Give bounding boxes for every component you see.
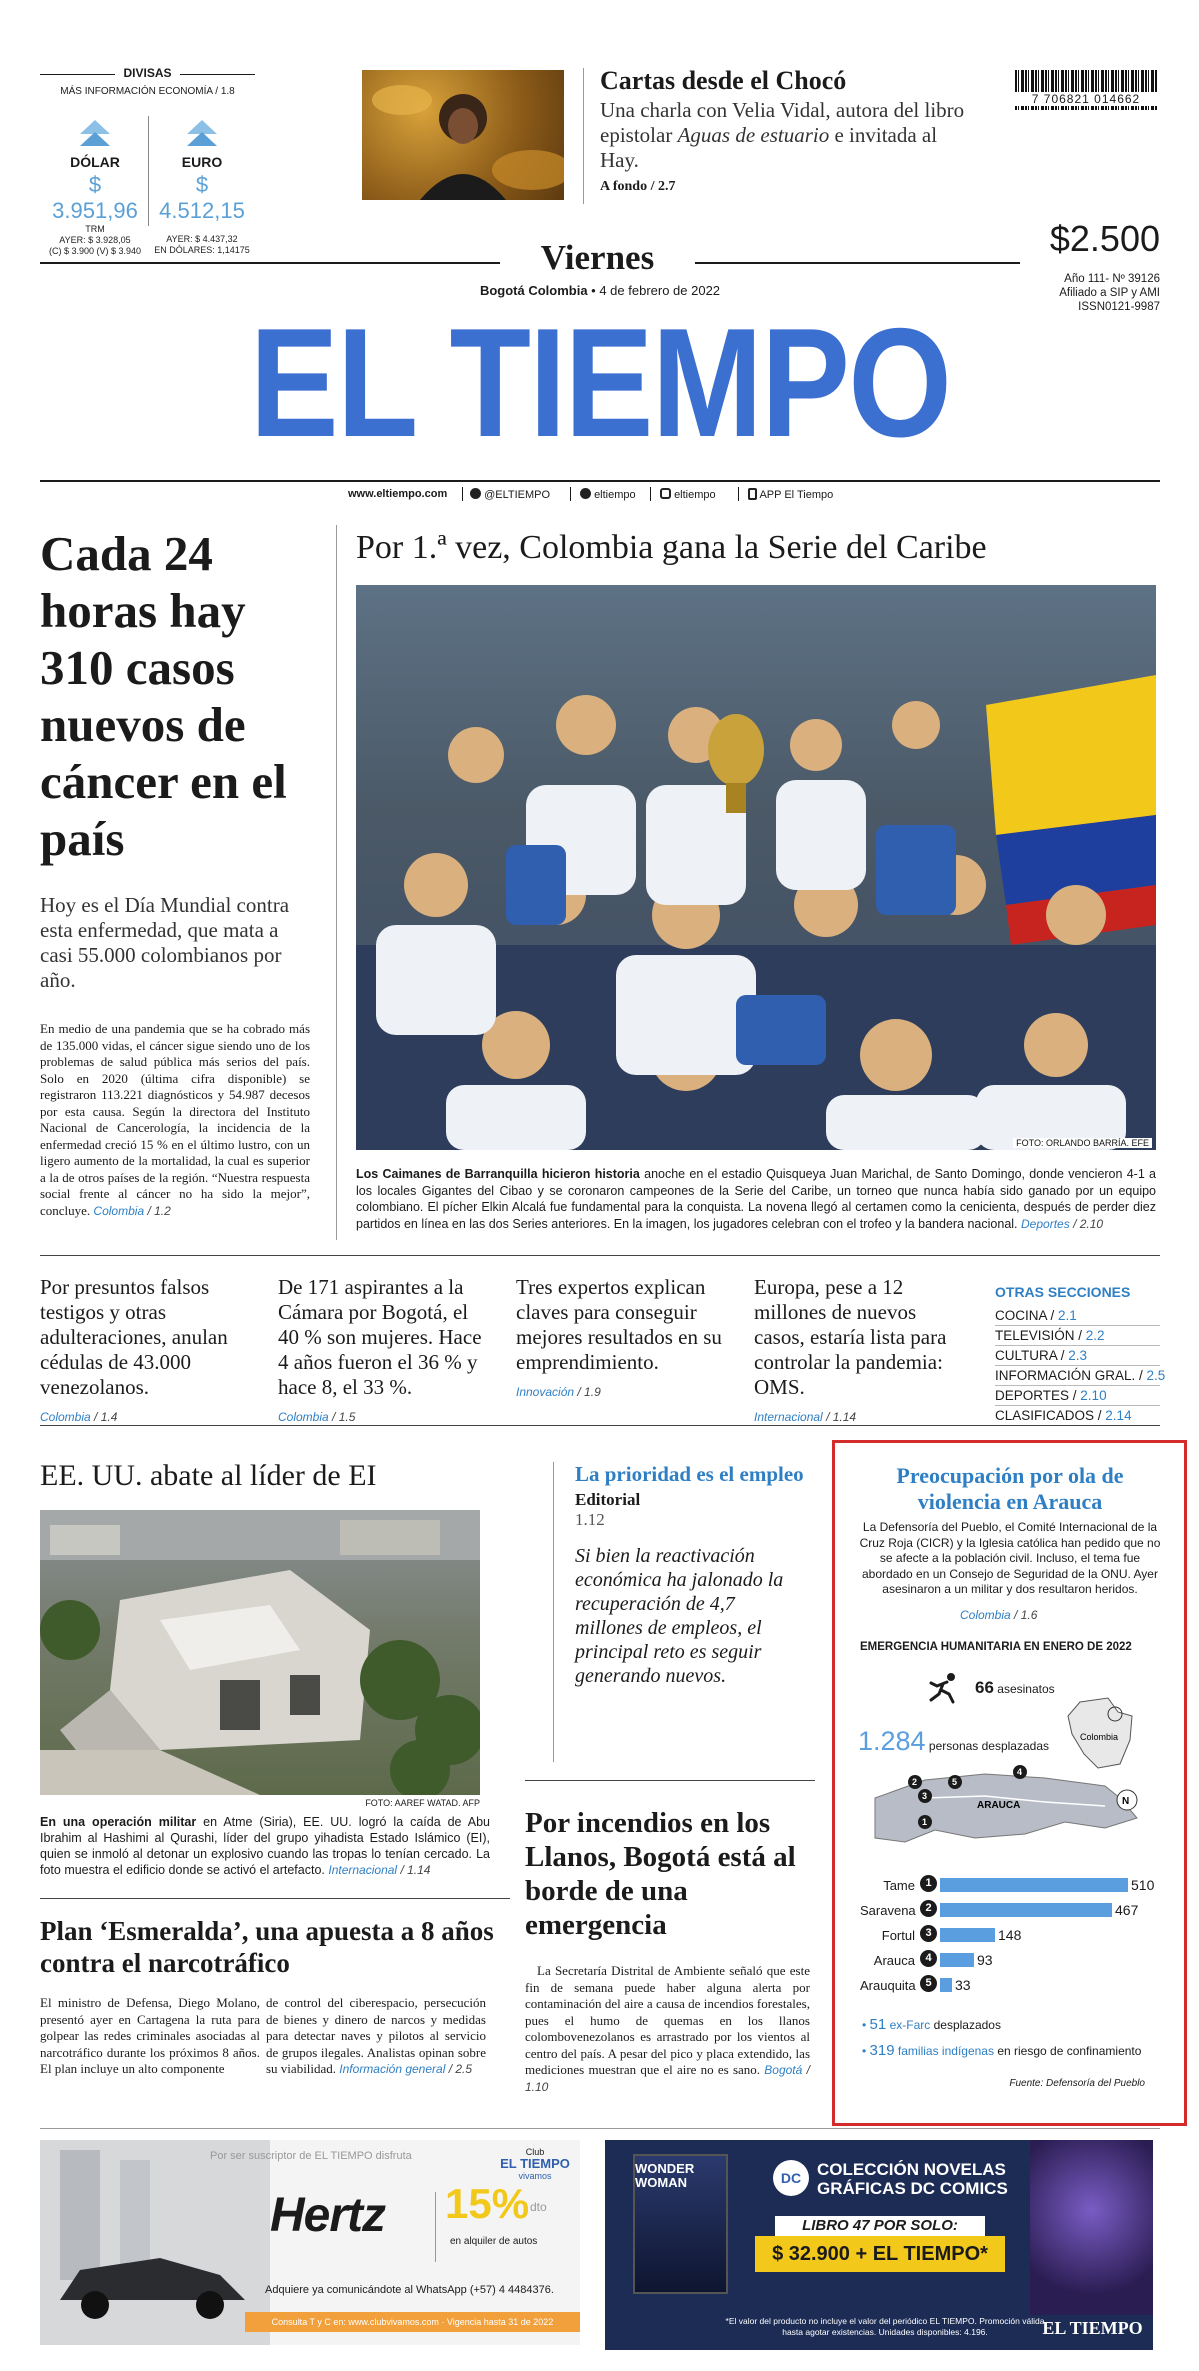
social-instagram-label: eltiempo [674,489,716,501]
euro-label: EURO [181,154,223,170]
farc-line [862,2016,1001,2033]
bar-marker: 4 [920,1950,937,1967]
brief-2-text[interactable]: De 171 aspirantes a la Cámara por Bogotá, el 40 % son mujeres. Hace 4 años fueron el 36 % y hace 8, el 33 %. [278,1275,482,1399]
esmeralda-col2-text: de control del ciberespacio, persecución de bienes y dinero de narcos y medidas para detectar naves y pilotos al servicio de grupos ilegales. Analistas opinan sobre su viabilidad. [266,1995,486,2076]
fx-divider [148,116,149,226]
hertz-divider [435,2192,436,2262]
map-marker-2: 2 [912,1777,918,1787]
incendios-ref-page: / 1.10 [525,2063,810,2094]
hertz-contact: Adquiere ya comunicándote al WhatsApp (+57) 4 4484376. [265,2284,554,2296]
bar-marker: 3 [920,1925,937,1942]
bar-value: 148 [998,1927,1022,1943]
hertz-desc: en alquiler de autos [450,2236,538,2247]
euro-value: $ 4.512,15 [159,172,245,223]
bar-value: 467 [1115,1902,1139,1918]
cancer-headline[interactable]: Cada 24 horas hay 310 casos nuevos de cáncer en el país [40,526,287,866]
social-divider [570,487,571,501]
farc-num: 51 [869,2016,887,2033]
arrow-up-icon [80,120,110,148]
ei-caption-bold: En una operación militar [40,1815,197,1829]
hertz-top-text: Por ser suscriptor de EL TIEMPO disfruta [210,2150,412,2162]
hertz-pct: 15% [445,2180,530,2227]
bar-label: Arauca [873,1953,915,1968]
car-illustration [40,2140,270,2345]
caribe-caption-bold: Los Caimanes de Barranquilla hicieron historia [356,1167,640,1181]
teaser-text [600,98,970,173]
social-web[interactable]: www.eltiempo.com [348,488,448,500]
dc-offer-1: LIBRO 47 POR SOLO: [775,2216,985,2236]
map-marker-4: 4 [1017,1767,1023,1777]
bar-row-arauca [860,1951,1160,1971]
ei-photo[interactable] [40,1510,480,1795]
brief-3-section: Innovación [516,1385,575,1399]
bar-row-tame [860,1876,1160,1896]
caribe-photo-credit: FOTO: ORLANDO BARRÍA. EFE [1013,1138,1152,1148]
team-celebration-illustration [356,585,1156,1150]
inset-label: Colombia [1080,1732,1119,1742]
masthead-price: $2.500 [1049,218,1160,259]
brief-1-text[interactable]: Por presuntos falsos testigos y otras adulteraciones, anulan cédulas de 43.000 venezolanos. [40,1275,228,1399]
teaser-photo[interactable] [362,70,564,200]
section-page: 2.1 [1058,1308,1077,1323]
familias-line [862,2042,1141,2059]
dolar-line2: (C) $ 3.900 (V) $ 3.940 [48,246,142,256]
cancer-body [40,1021,310,1219]
caribe-caption-text: anoche en el estadio Quisqueya Juan Marichal, de Santo Domingo, donde vencieron 4-1 a los locales Gigantes del Cibao y se coronaron campeones de la Serie del Caribe, un torneo que nunca había sido ganado por un equipo colombiano. El pícher Elkin Alcalá fue fundamental para la conquista. La novena llegó al certamen como la cenicienta, después de perder diez partidos en línea en las dos Series anteriores. En la imagen, los jugadores celebran con el trofeo y la bandera nacional. [356,1167,1156,1231]
masthead-logo[interactable]: EL TIEMPO [249,296,951,469]
brief-2-section: Colombia [278,1410,329,1424]
bar-row-fortul [860,1926,1160,1946]
hertz-logo[interactable]: Hertz [270,2189,386,2242]
brief-1[interactable] [40,1275,255,1424]
ei-ref[interactable] [328,1863,430,1877]
desplazadas-label: personas desplazadas [928,1739,1050,1753]
section-page: 2.2 [1085,1328,1105,1343]
editorial-rule [553,1462,554,1762]
social-twitter-label: @ELTIEMPO [484,489,551,501]
portrait-illustration [362,70,564,200]
brief-2-ref[interactable] [278,1410,488,1424]
section-item-informacion[interactable] [995,1366,1166,1386]
euro-line1: AYER: $ 4.437,32 [166,234,238,244]
brief-1-ref[interactable] [40,1410,255,1424]
bar-value: 93 [977,1952,993,1968]
esmeralda-ref-section: Información general [339,2062,446,2076]
bar-marker: 2 [920,1900,937,1917]
masthead-rule [695,262,1020,264]
ei-headline[interactable]: EE. UU. abate al líder de EI [40,1459,377,1492]
club-logo [495,2146,575,2182]
runner-icon [925,1672,961,1704]
section-item-television[interactable] [995,1326,1160,1346]
fam-num: 319 [869,2042,895,2059]
section-page: 2.3 [1068,1348,1088,1363]
masthead-rule [40,262,500,264]
caribe-photo[interactable] [356,585,1156,1150]
other-sections-title: OTRAS SECCIONES [995,1284,1131,1300]
caribe-headline[interactable]: Por 1.ª vez, Colombia gana la Serie del Caribe [356,529,987,566]
section-name: TELEVISIÓN / [995,1328,1083,1343]
other-sections [995,1284,1166,1426]
editorial-page: 1.12 [575,1510,605,1529]
fx-rule [180,74,255,75]
ei-photo-credit: FOTO: AAREF WATAD. AFP [365,1798,480,1808]
ads-rule [40,2128,1160,2129]
dc-title-2: GRÁFICAS DC COMICS [817,2179,1008,2198]
brief-3-page: / 1.9 [577,1385,601,1399]
teaser[interactable] [600,66,970,195]
arauca-source: Fuente: Defensoría del Pueblo [1009,2078,1145,2089]
teaser-book: Aguas de estuario [677,123,830,147]
column-divider [336,525,337,1240]
bar-marker: 1 [920,1875,937,1892]
dc-ad[interactable] [605,2140,1153,2350]
social-twitter[interactable] [470,488,550,501]
social-app[interactable] [748,488,833,501]
dc-book-title: WONDER WOMAN [635,2161,695,2190]
esmeralda-headline[interactable]: Plan ‘Esmeralda’, una apuesta a 8 años contra el narcotráfico [40,1916,494,1978]
dc-brand: EL TIEMPO [1042,2318,1143,2338]
social-app-label: APP El Tiempo [759,489,834,501]
dc-title [817,2160,1008,2198]
section-item-deportes[interactable] [995,1386,1160,1406]
bar [940,1928,995,1942]
bar-label: Saravena [860,1903,916,1918]
euro-line2: EN DÓLARES: 1,14175 [154,245,250,255]
brief-1-page: / 1.4 [94,1410,118,1424]
dc-villain-art [1030,2140,1153,2315]
arauca-body: La Defensoría del Pueblo, el Comité Internacional de la Cruz Roja (CICR) y la Iglesia católica han pedido que no se afecte a la población civil. Incluso, el tema fue abordado en un Consejo de Seguridad de la ONU. Ayer asesinaron a un militar y dos resultaron heridos. [859,1520,1161,1596]
briefs-rule [40,1255,1160,1256]
teaser-text-b: e invitada al Hay. [600,123,938,172]
club-name: EL TIEMPO [500,2156,570,2171]
caribe-ref-page: / 2.10 [1073,1216,1104,1231]
bar [940,1978,952,1992]
caribe-ref[interactable] [1021,1217,1103,1231]
esmeralda-col1: El ministro de Defensa, Diego Molano, presentó ayer en Cartagena la ruta para golpear las redes criminales asociadas al narcotráfico durante los próximos 8 años. El plan incluye un alto componente [40,1995,260,2076]
brief-1-section: Colombia [40,1410,91,1424]
desplazadas [858,1726,1049,1757]
bar-row-saravena [860,1901,1160,1921]
ei-caption [40,1814,490,1878]
fx-euro [152,120,252,256]
incendios-body [525,1963,810,2095]
bar-marker: 5 [920,1975,937,1992]
farc-label: ex-Farc [889,2018,931,2032]
editorial-label: Editorial [575,1490,641,1509]
masthead-date: • 4 de febrero de 2022 [591,283,721,298]
brief-4-page: / 1.14 [826,1410,857,1424]
cancer-ref-section: Colombia [93,1203,145,1218]
hertz-footer: Consulta T y C en: www.clubvivamos.com · Vigencia hasta 31 de 2022 [245,2312,580,2332]
cancer-body-text: En medio de una pandemia que se ha cobrado más de 135.000 vidas, el cáncer sigue siendo uno de los problemas de salud pública más serios del país. Solo en 2020 (última cifra disponible) se registraron 113.221 diagnósticos y 54.987 decesos por esta causa. Según la directora del Instituto Nacional de Cancerología, la incidencia de la enfermedad creció 15 % en el último lustro, con un ligero aumento de la mortalidad, la cual es superior a la de otros países de la región. “Nuestra respuesta social frente al cáncer no ha sido la mejor”, concluye. [40,1021,310,1218]
club-label: Club [525,2147,545,2157]
arauca-ref[interactable] [960,1608,1037,1622]
masthead-info3: ISSN0121-9987 [1078,301,1160,313]
section-item-cocina[interactable] [995,1306,1160,1326]
map-marker-1: 1 [922,1817,928,1827]
editorial[interactable] [575,1462,805,1688]
section-name: DEPORTES / [995,1388,1077,1403]
social-rule [40,480,1160,482]
bar [940,1953,974,1967]
social-facebook[interactable] [580,488,636,501]
section-page: 2.10 [1080,1388,1107,1403]
desplazadas-num: 1.284 [858,1726,926,1756]
hertz-ad[interactable] [40,2140,580,2345]
fx-dolar [45,120,145,257]
cancer-deck: Hoy es el Día Mundial contra esta enfermedad, que mata a casi 55.000 colombianos por año. [40,893,290,992]
bar-label: Tame [883,1878,915,1893]
briefs-bottom-rule [40,1425,1160,1426]
brief-2[interactable] [278,1275,488,1424]
cancer-story[interactable] [40,525,310,1219]
fx-title: DIVISAS [123,66,172,80]
section-page: 2.14 [1105,1408,1132,1423]
twitter-icon [470,488,481,499]
brief-3-ref[interactable] [516,1385,726,1399]
dolar-unit: TRM [85,224,105,234]
cancer-ref-page: / 1.2 [147,1203,171,1218]
bar-value: 510 [1131,1877,1155,1893]
facebook-icon [580,488,591,499]
arauca-map [865,1758,1145,1858]
compass-n: N [1122,1796,1130,1807]
section-name: INFORMACIÓN GRAL. / [995,1368,1143,1383]
social-divider [738,487,739,501]
masthead-city: Bogotá Colombia [479,283,588,298]
barcode-number: 7 706821 014662 [1015,92,1157,106]
brief-3-text[interactable]: Tres expertos explican claves para conseguir mejores resultados en su emprendimiento. [516,1275,722,1374]
arauca-ref-page: / 1.6 [1014,1608,1038,1622]
incendios-rule [525,1780,815,1781]
dolar-label: DÓLAR [70,154,120,170]
bar-value: 33 [955,1977,971,1993]
brief-2-page: / 1.5 [332,1410,356,1424]
bar-label: Arauquita [860,1978,916,1993]
instagram-icon [660,488,671,499]
social-divider [462,487,463,501]
esmeralda-rule [40,1898,510,1899]
teaser-title[interactable]: Cartas desde el Chocó [600,66,847,95]
arauca-graphic-title: EMERGENCIA HUMANITARIA EN ENERO DE 2022 [860,1641,1132,1653]
social-instagram[interactable] [660,488,716,501]
bar-label: Fortul [881,1928,915,1943]
masthead-info2: Afiliado a SIP y AMI [1059,287,1160,299]
brief-4-text[interactable]: Europa, pese a 12 millones de nuevos casos, estaría lista para controlar la pandemia: OMS. [754,1275,947,1399]
editorial-title[interactable]: La prioridad es el empleo [575,1462,804,1486]
farc-suffix: desplazados [933,2018,1001,2032]
caribe-ref-section: Deportes [1021,1216,1070,1231]
dc-note: *El valor del producto no incluye el valor del periódico EL TIEMPO. Promoción válida hasta agotar existencias. Unidades disponibles: 4.196. [725,2316,1045,2337]
fam-bullet: • [862,2044,867,2058]
caribe-caption [356,1166,1156,1232]
section-name: CLASIFICADOS / [995,1408,1102,1423]
cancer-ref[interactable] [93,1204,170,1218]
arauca-ref-section: Colombia [960,1608,1011,1622]
asesinatos [975,1678,1055,1698]
arrow-up-icon [187,120,217,148]
app-icon [748,488,757,500]
dc-offer-2[interactable]: $ 32.900 + EL TIEMPO* [755,2236,1005,2272]
fx-rule [40,74,115,75]
masthead-day: Viernes [540,238,655,277]
fx-subtitle: MÁS INFORMACIÓN ECONOMÍA / 1.8 [60,86,235,97]
section-item-cultura[interactable] [995,1346,1160,1366]
dc-title-1: COLECCIÓN NOVELAS [817,2160,1006,2179]
esmeralda-ref[interactable] [339,2062,472,2076]
section-name: CULTURA / [995,1348,1065,1363]
dolar-line1: AYER: $ 3.928,05 [59,235,131,245]
masthead-info1: Año 111- Nº 39126 [1064,273,1160,285]
fam-label: familias indígenas [897,2044,994,2058]
map-marker-3: 3 [922,1791,928,1801]
masthead-info [1030,272,1160,314]
brief-4[interactable] [754,1275,969,1424]
bar [940,1878,1128,1892]
asesinatos-label: asesinatos [997,1682,1055,1696]
section-name: COCINA / [995,1308,1055,1323]
club-sub: vivamos [518,2171,552,2181]
editorial-text: Si bien la reactivación económica ha jalonado la recuperación de 4,7 millones de empleos, el principal reto es seguir generando nuevos. [575,1545,784,1687]
teaser-ref[interactable]: A fondo / 2.7 [600,179,676,194]
bar [940,1903,1112,1917]
bar-row-arauquita [860,1976,1160,1996]
incendios-ref-section: Bogotá [764,2063,803,2077]
fam-suffix: en riesgo de confinamiento [997,2044,1142,2058]
incendios-body-text: La Secretaría Distrital de Ambiente señaló que este fin de semana puede haber alguna alerta por contaminación del aire a causa de incendios forestales, pues el humo de quemas en los llanos colombovenezolanos es arrastrado por los vientos al centro del país. A pesar del pico y placa extendido, las mediciones muestran que el aire no es sano. [525,1963,810,2077]
incendios-headline[interactable]: Por incendios en los Llanos, Bogotá está al borde de una emergencia [525,1807,796,1941]
dolar-value: $ 3.951,96 [52,172,138,223]
farc-bullet: • [862,2018,867,2032]
map-marker-5: 5 [952,1777,958,1787]
arauca-headline[interactable]: Preocupación por ola de violencia en Arauca [896,1463,1124,1514]
brief-3[interactable] [516,1275,726,1399]
section-item-clasificados[interactable] [995,1406,1160,1426]
ruined-building-illustration [40,1510,480,1795]
section-page: 2.5 [1146,1368,1166,1383]
map-label: ARAUCA [977,1800,1021,1811]
social-facebook-label: eltiempo [594,489,636,501]
brief-4-ref[interactable] [754,1410,969,1424]
teaser-divider [583,68,584,204]
ei-ref-page: / 1.14 [400,1863,431,1877]
asesinatos-num: 66 [975,1678,994,1697]
brief-4-section: Internacional [754,1410,823,1424]
ei-caption-text: en Atme (Siria), EE. UU. logró la caída de Abu Ibrahim al Hashimi al Qurashi, líder del grupo yihadista Estado Islámico (EI), quien se inmoló al detonar un explosivo cuando las tropas lo tenían cercado. La foto muestra el edificio donde se activó el artefacto. [40,1815,490,1877]
esmeralda-col2 [266,1995,486,2078]
social-divider [650,487,651,501]
esmeralda-ref-page: / 2.5 [448,2062,473,2076]
ei-ref-section: Internacional [328,1863,398,1877]
teaser-text-a: Una charla con Velia Vidal, autora del libro epistolar [600,98,965,147]
hertz-dto: dto [530,2200,547,2214]
dc-logo-icon: DC [773,2160,809,2196]
